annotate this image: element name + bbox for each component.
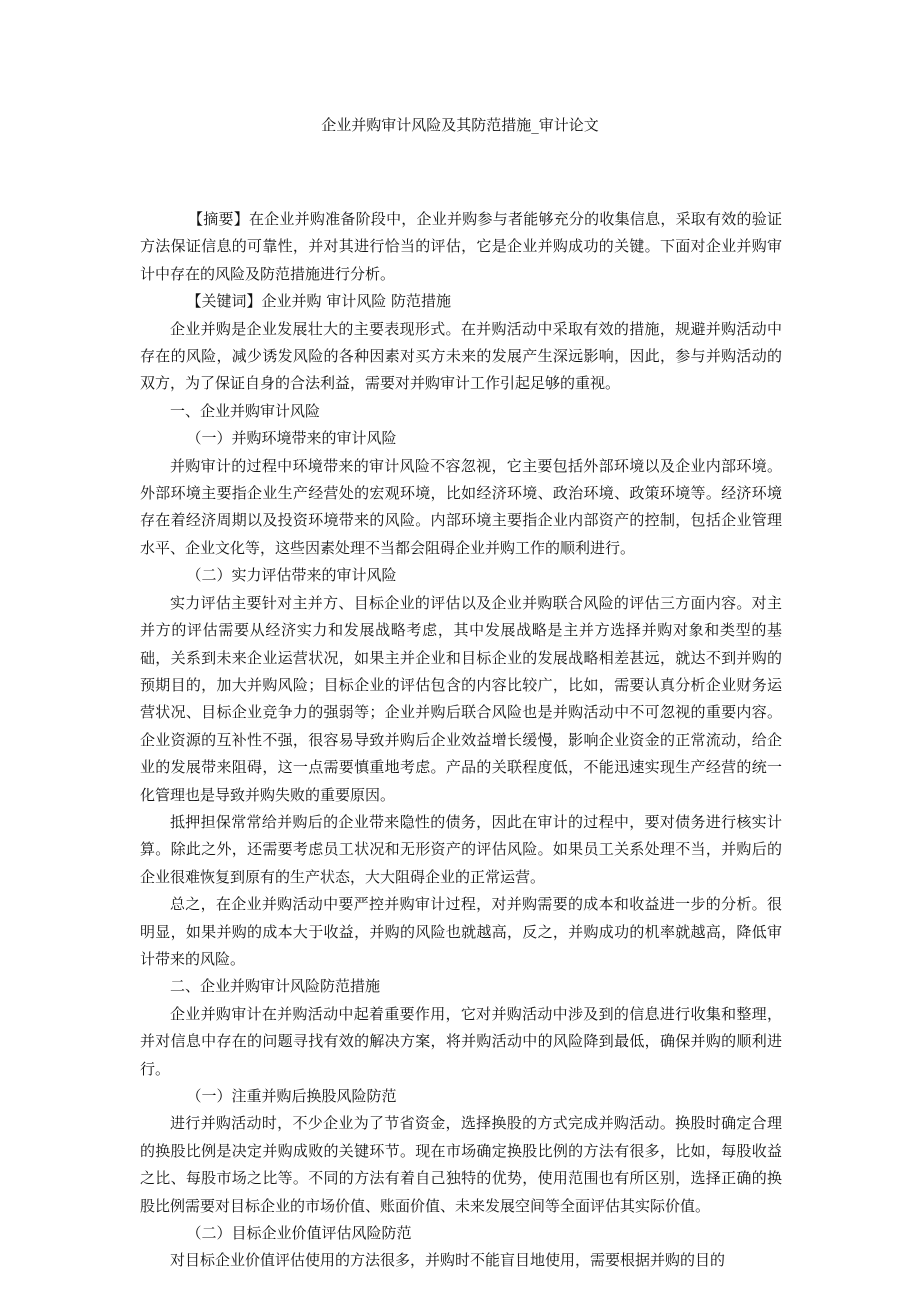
section-heading-2: 二、企业并购审计风险防范措施 [170,977,381,996]
subsection-heading-2-1: （一）注重并购后换股风险防范 [186,1087,397,1105]
body-paragraph: 对目标企业价值评估使用的方法很多，并购时不能盲目地使用，需要根据并购的目的 [170,1251,726,1270]
intro-paragraph: 企业并购是企业发展壮大的主要表现形式。在并购活动中采取有效的措施，规避并购活动中存在的风险，减少诱发风险的各种因素对买方未来的发展产生深远影响，因此，参与并购活动的双方，为了保证自身的合法利益，需要对并购审计工作引起足够的重视。 [140,319,782,393]
abstract-paragraph: 【摘要】在企业并购准备阶段中，企业并购参与者能够充分的收集信息，采取有效的验证方法保证信息的可靠性，并对其进行恰当的评估，它是企业并购成功的关键。下面对企业并购审计中存在的风险及防范措施进行分析。 [140,210,782,283]
body-paragraph: 并购审计的过程中环境带来的审计风险不容忽视，它主要包括外部环境以及企业内部环境。外部环境主要指企业生产经营处的宏观环境，比如经济环境、政治环境、政策环境等。经济环境存在着经济周期以及投资环境带来的风险。内部环境主要指企业内部资产的控制，包括企业管理水平、企业文化等，这些因素处理不当都会阻碍企业并购工作的顺利进行。 [140,456,782,557]
body-paragraph: 抵押担保常常给并购后的企业带来隐性的债务，因此在审计的过程中，要对债务进行核实计算。除此之外，还需要考虑员工状况和无形资产的评估风险。如果员工关系处理不当，并购后的企业很难恢复到原有的生产状态，大大阻碍企业的正常运营。 [140,812,782,886]
document-body [140,206,782,1275]
body-paragraph: 总之，在企业并购活动中要严控并购审计过程，对并购需要的成本和收益进一步的分析。很明显，如果并购的成本大于收益，并购的风险也就越高，反之，并购成功的机率就越高，降低审计带来的风险。 [140,895,782,968]
document-title: 企业并购审计风险及其防范措施_审计论文 [321,116,599,134]
keywords-paragraph: 【关键词】企业并购 审计风险 防范措施 [186,292,452,311]
section-heading-1: 一、企业并购审计风险 [170,401,321,420]
body-paragraph: 实力评估主要针对主并方、目标企业的评估以及企业并购联合风险的评估三方面内容。对主并方的评估需要从经济实力和发展战略考虑，其中发展战略是主并方选择并购对象和类型的基础，关系到未来企业运营状况，如果主并企业和目标企业的发展战略相差甚远，就达不到并购的预期目的，加大并购风险；目标企业的评估包含的内容比较广，比如，需要认真分析企业财务运营状况、目标企业竞争力的强弱等；企业并购后联合风险也是并购活动中不可忽视的重要内容。企业资源的互补性不强，很容易导致并购后企业效益增长缓慢，影响企业资金的正常流动，给企业的发展带来阻碍，这一点需要慎重地考虑。产品的关联程度低，不能迅速实现生产经营的统一化管理也是导致并购失败的重要原因。 [140,593,782,804]
subsection-heading-1-1: （一）并购环境带来的审计风险 [186,429,397,448]
body-paragraph: 企业并购审计在并购活动中起着重要作用，它对并购活动中涉及到的信息进行收集和整理，并对信息中存在的问题寻找有效的解决方案，将并购活动中的风险降到最低，确保并购的顺利进行。 [140,1004,782,1078]
subsection-heading-2-2: （二）目标企业价值评估风险防范 [186,1224,412,1243]
body-paragraph: 进行并购活动时，不少企业为了节省资金，选择换股的方式完成并购活动。换股时确定合理的换股比例是决定并购成败的关键环节。现在市场确定换股比例的方法有很多，比如，每股收益之比、每股市场之比等。不同的方法有着自己独特的优势，使用范围也有所区别，选择正确的换股比例需要对目标企业的市场价值、账面价值、未来发展空间等全面评估其实际价值。 [140,1114,782,1215]
subsection-heading-1-2: （二）实力评估带来的审计风险 [186,566,397,585]
